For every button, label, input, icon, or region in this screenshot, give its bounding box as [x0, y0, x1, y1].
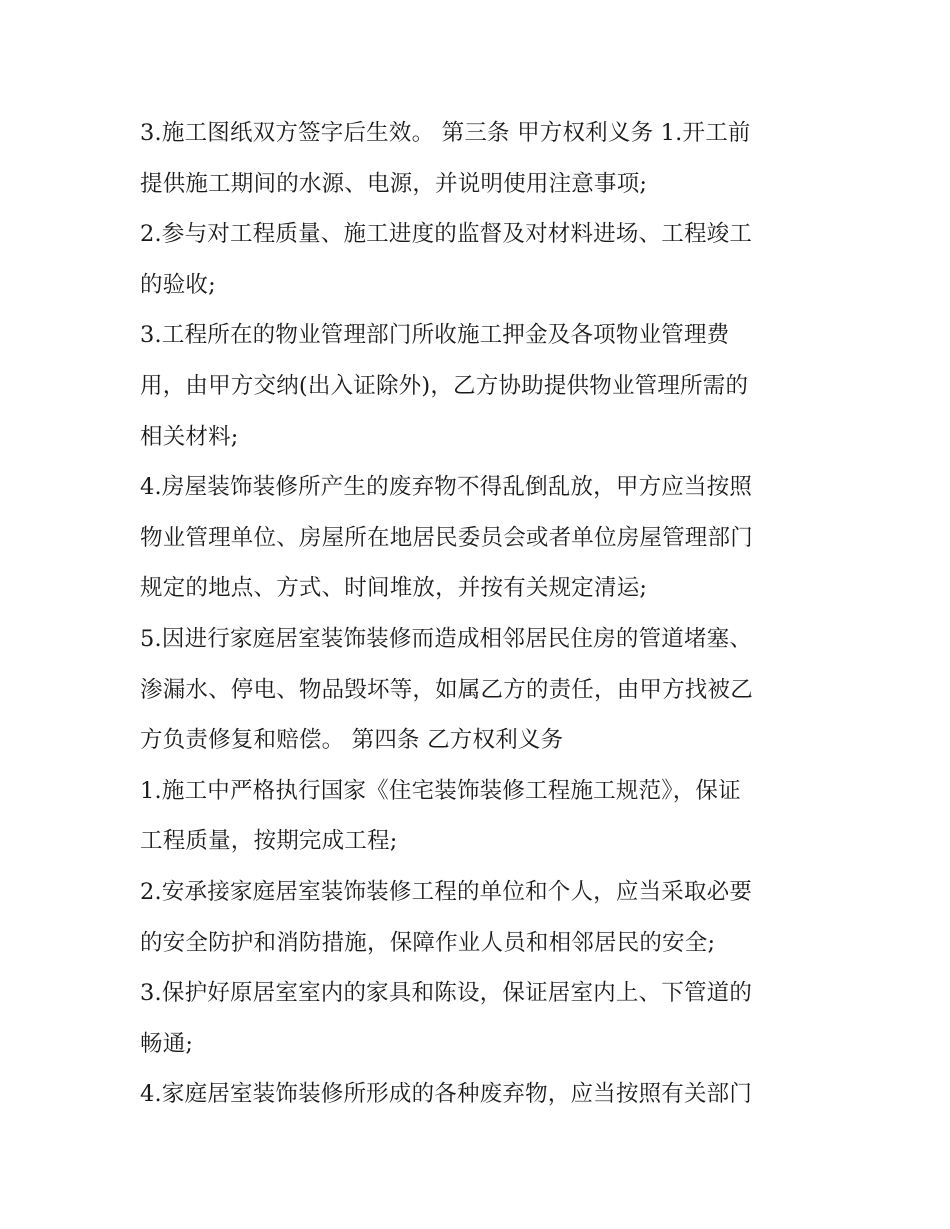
text-line: 3.工程所在的物业管理部门所收施工押金及各项物业管理费 — [140, 322, 730, 349]
text-line: 3.施工图纸双方签字后生效。 第三条 甲方权利义务 1.开工前 — [140, 120, 751, 146]
text-line: 5.因进行家庭居室装饰装修而造成相邻居民住房的管道堵塞、 — [140, 625, 753, 652]
text-line: 3.保护好原居室室内的家具和陈设，保证居室内上、下管道的 — [140, 980, 753, 1007]
text-line: 提供施工期间的水源、电源，并说明使用注意事项; — [140, 170, 648, 197]
text-line: 2.安承接家庭居室装饰装修工程的单位和个人，应当采取必要 — [140, 878, 753, 905]
text-line: 1.施工中严格执行国家《住宅装饰装修工程施工规范》，保证 — [140, 777, 741, 804]
text-line: 4.房屋装饰装修所产生的废弃物不得乱倒乱放，甲方应当按照 — [140, 474, 753, 501]
text-line: 相关材料; — [140, 423, 239, 450]
text-line: 工程质量，按期完成工程; — [140, 828, 398, 855]
text-line: 渗漏水、停电、物品毁坏等，如属乙方的责任，由甲方找被乙 — [140, 676, 753, 703]
text-line: 的安全防护和消防措施，保障作业人员和相邻居民的安全; — [140, 929, 716, 956]
text-line: 2.参与对工程质量、施工进度的监督及对材料进场、工程竣工 — [140, 221, 753, 248]
text-line: 畅通; — [140, 1030, 194, 1057]
text-line: 规定的地点、方式、时间堆放，并按有关规定清运; — [140, 575, 648, 602]
document-body — [140, 108, 820, 1120]
text-line: 用，由甲方交纳(出入证除外)，乙方协助提供物业管理所需的 — [140, 372, 749, 399]
text-line: 方负责修复和赔偿。 第四条 乙方权利义务 — [140, 727, 564, 754]
text-line: 物业管理单位、房屋所在地居民委员会或者单位房屋管理部门 — [140, 524, 753, 551]
text-line: 的验收; — [140, 271, 216, 298]
text-line: 4.家庭居室装饰装修所形成的各种废弃物，应当按照有关部门 — [140, 1081, 753, 1108]
